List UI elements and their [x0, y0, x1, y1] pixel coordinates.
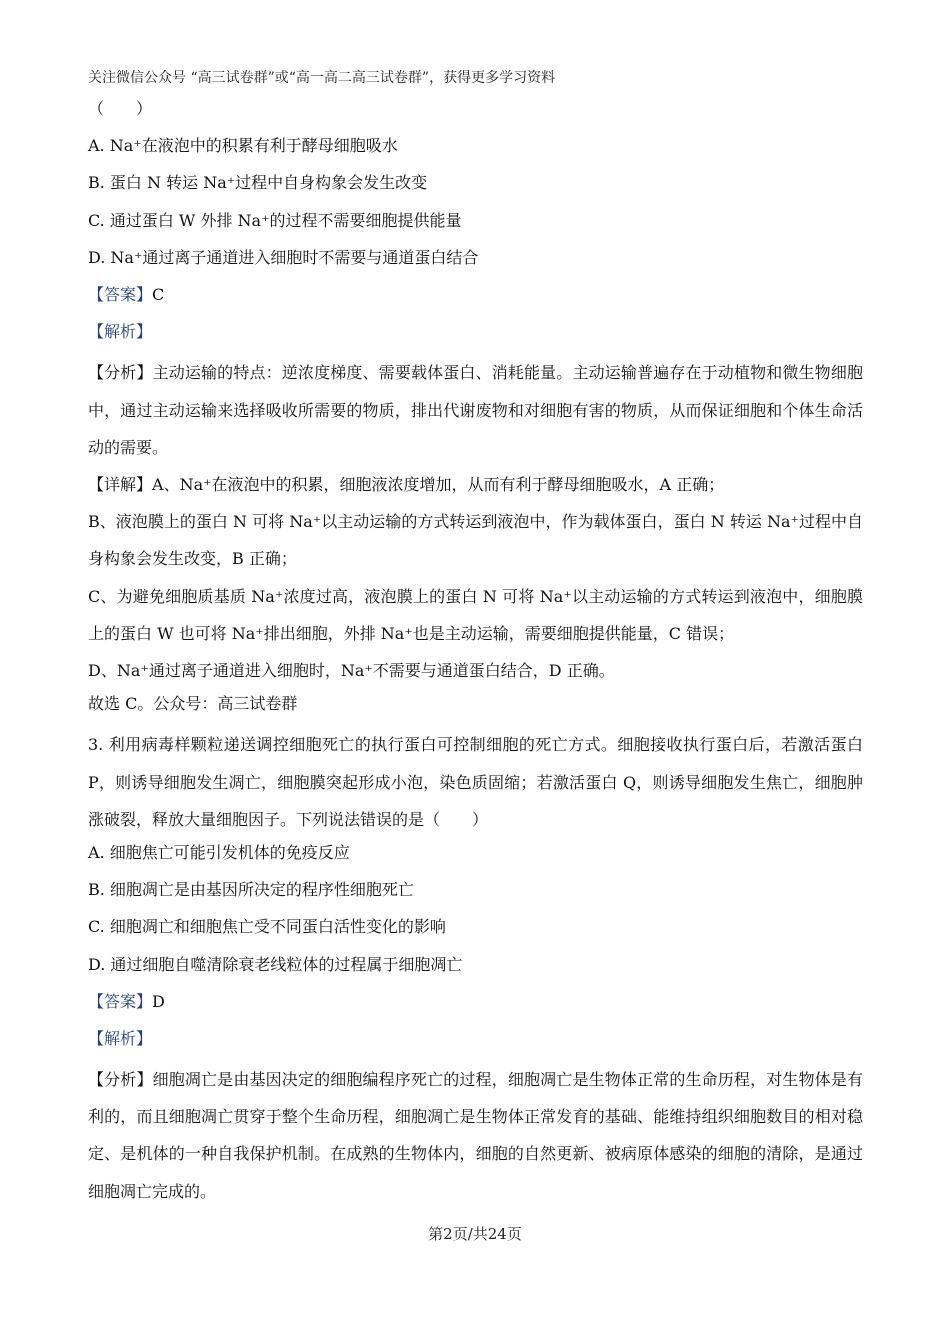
xiangjie-tag: 【详解】 [88, 474, 153, 494]
q3-analysis-heading [88, 1024, 863, 1061]
fenxi-tag: 【分析】 [88, 363, 153, 383]
q2-option-a: A. Na⁺在液泡中的积累有利于酵母细胞吸水 [88, 136, 398, 156]
q3-option-d: D. 通过细胞自噬清除衰老线粒体的过程属于细胞凋亡 [88, 954, 463, 974]
header-notice: 关注微信公众号 “高三试卷群”或“高一高二高三试卷群”，获得更多学习资料 [88, 70, 556, 86]
q3-option-b: B. 细胞凋亡是由基因所决定的程序性细胞死亡 [88, 880, 414, 900]
q3-fenxi [88, 1061, 863, 1210]
analysis-tag: 【解析】 [88, 1028, 153, 1048]
q2-option-b: B. 蛋白 N 转运 Na⁺过程中自身构象会发生改变 [88, 173, 428, 193]
page-number: 第2页/共24页 [428, 1225, 522, 1243]
q2-xiangjie-a [88, 466, 863, 503]
q2-fenxi [88, 354, 863, 466]
q2-xiangjie-b: B、液泡膜上的蛋白 N 可将 Na⁺以主动运输的方式转运到液泡中，作为载体蛋白，蛋白 N 转运 Na⁺过程中自身构象会发生改变，B 正确； [88, 512, 863, 569]
fenxi-text: 细胞凋亡是由基因决定的细胞编程序死亡的过程，细胞凋亡是生物体正常的生命历程，对生物体是有利的，而且细胞凋亡贯穿于整个生命历程，细胞凋亡是生物体正常发育的基础、能维持组织细胞数目的相对稳定、是机体的一种自我保护机制。在成熟的生物体内，细胞的自然更新、被病原体感染的细胞的清除，是通过细胞凋亡完成的。 [88, 1070, 863, 1201]
q2-xiangjie-d: D、Na⁺通过离子通道进入细胞时，Na⁺不需要与通道蛋白结合，D 正确。 [88, 660, 615, 680]
q3-stem: 3. 利用病毒样颗粒递送调控细胞死亡的执行蛋白可控制细胞的死亡方式。细胞接收执行蛋白后，若激活蛋白 P，则诱导细胞发生凋亡，细胞膜突起形成小泡，染色质固缩；若激活蛋白 Q，则诱导细胞发生焦亡，细胞肿涨破裂，释放大量细胞因子。下列说法错误的是（ ） [88, 735, 863, 829]
answer-value: D [152, 991, 165, 1011]
fenxi-tag: 【分析】 [88, 1070, 153, 1090]
xiangjie-a-text: A、Na⁺在液泡中的积累，细胞液浓度增加，从而有利于酵母细胞吸水，A 正确； [152, 474, 725, 494]
analysis-tag: 【解析】 [88, 322, 153, 342]
page-content [88, 94, 863, 1210]
q3-answer [88, 987, 863, 1024]
q2-analysis-heading [88, 317, 863, 354]
q2-conclusion: 故选 C。公众号：高三试卷群 [88, 694, 298, 714]
q2-xiangjie-c: C、为避免细胞质基质 Na⁺浓度过高，液泡膜上的蛋白 N 可将 Na⁺以主动运输的方式转运到液泡中，细胞膜上的蛋白 W 也可将 Na⁺排出细胞，外排 Na⁺也是主动运输，需要细胞提供能量，C 错误； [88, 586, 863, 643]
q2-answer [88, 280, 863, 317]
q2-option-c: C. 通过蛋白 W 外排 Na⁺的过程不需要细胞提供能量 [88, 210, 462, 230]
q2-option-d: D. Na⁺通过离子通道进入细胞时不需要与通道蛋白结合 [88, 247, 479, 267]
q3-option-a: A. 细胞焦亡可能引发机体的免疫反应 [88, 842, 350, 862]
fenxi-text: 主动运输的特点：逆浓度梯度、需要载体蛋白、消耗能量。主动运输普遍存在于动植物和微生物细胞中，通过主动运输来选择吸收所需要的物质，排出代谢废物和对细胞有害的物质，从而保证细胞和个体生命活动的需要。 [88, 363, 863, 457]
answer-value: C [152, 284, 165, 304]
answer-tag: 【答案】 [88, 991, 153, 1011]
q2-stem-tail: （ ） [88, 99, 153, 118]
answer-tag: 【答案】 [88, 284, 153, 304]
q3-option-c: C. 细胞凋亡和细胞焦亡受不同蛋白活性变化的影响 [88, 917, 446, 937]
